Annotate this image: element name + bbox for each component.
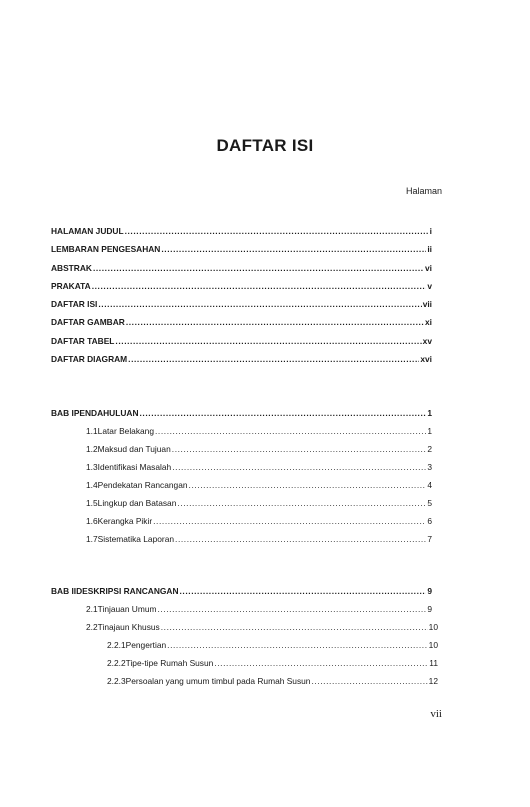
toc-section-entry: 1.3 Identifikasi Masalah ..... 3 bbox=[86, 462, 432, 473]
toc-entry-abstrak: ABSTRAK ..... vi bbox=[51, 263, 432, 274]
toc-subsection-entry: 2.2.1 Pengertian ..... 10 bbox=[107, 640, 438, 651]
toc-entry-daftar-tabel: DAFTAR TABEL ..... xv bbox=[51, 336, 432, 347]
toc-entry-daftar-isi: DAFTAR ISI ..... vii bbox=[51, 299, 432, 310]
toc-entry-prakata: PRAKATA ..... v bbox=[51, 281, 432, 292]
toc-subsection-entry: 2.2.3 Persoalan yang umum timbul pada Rumah Susun ..... 12 bbox=[107, 676, 438, 687]
toc-entry-daftar-gambar: DAFTAR GAMBAR ..... xi bbox=[51, 317, 432, 328]
toc-entry-halaman-judul: HALAMAN JUDUL ..... i bbox=[51, 226, 432, 237]
halaman-column-label: Halaman bbox=[405, 186, 442, 196]
toc-section-entry: 1.7 Sistematika Laporan ..... 7 bbox=[86, 534, 432, 545]
toc-section-entry: 1.1 Latar Belakang ..... 1 bbox=[86, 426, 432, 437]
page-title: DAFTAR ISI bbox=[216, 136, 314, 155]
toc-section-entry: 1.5 Lingkup dan Batasan ..... 5 bbox=[86, 498, 432, 509]
toc-section-entry: 1.6 Kerangka Pikir ..... 6 bbox=[86, 516, 432, 527]
page-number: vii bbox=[430, 708, 442, 720]
toc-entry-lembaran-pengesahan: LEMBARAN PENGESAHAN ..... ii bbox=[51, 244, 432, 255]
toc-entry-daftar-diagram: DAFTAR DIAGRAM ..... xvi bbox=[51, 354, 432, 365]
toc-section-entry: 2.2 Tinajaun Khusus ..... 10 bbox=[86, 622, 438, 633]
toc-subsection-entry: 2.2.2 Tipe-tipe Rumah Susun ..... 11 bbox=[107, 658, 438, 669]
toc-chapter-heading: BAB I PENDAHULUAN ..... 1 bbox=[51, 408, 432, 419]
toc-section-entry: 1.4 Pendekatan Rancangan ..... 4 bbox=[86, 480, 432, 491]
toc-section-entry: 2.1 Tinjauan Umum ..... 9 bbox=[86, 604, 432, 615]
toc-chapter-heading: BAB II DESKRIPSI RANCANGAN ..... 9 bbox=[51, 586, 432, 597]
toc-section-entry: 1.2 Maksud dan Tujuan ..... 2 bbox=[86, 444, 432, 455]
